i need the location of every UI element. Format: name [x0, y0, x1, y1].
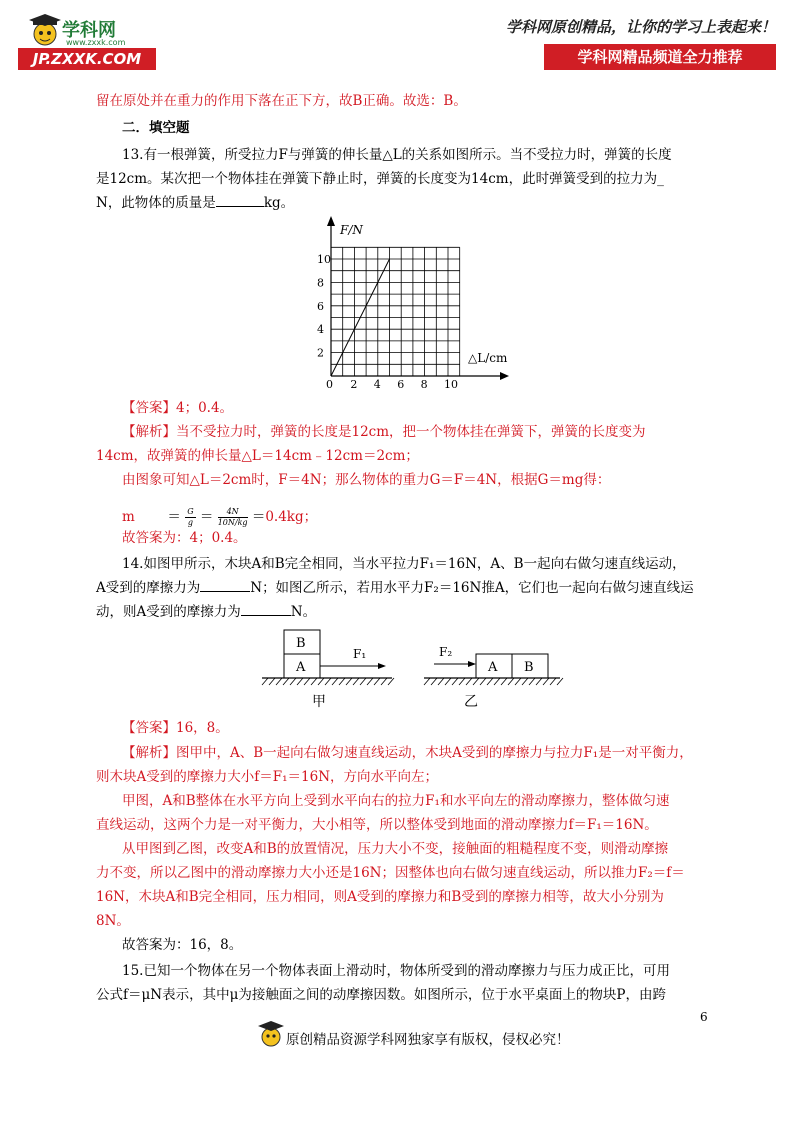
y-tick-label: 2: [317, 346, 324, 360]
hatch-mark: [325, 678, 331, 685]
explanation-line: 则木块A受到的摩擦力大小f＝F₁＝16N，方向水平向左；: [96, 769, 439, 785]
formula-den: 10N/kg: [217, 518, 248, 527]
question-line: [96, 577, 694, 599]
hatch-mark: [290, 678, 296, 685]
hatch-mark: [501, 678, 507, 685]
question-line: 13.有一根弹簧，所受拉力F与弹簧的伸长量△L的关系如图所示。当不受拉力时，弹簧的长度: [122, 147, 672, 163]
explanation-line: 【解析】当不受拉力时，弹簧的长度是12cm，把一个物体挂在弹簧下，弹簧的长度变为: [122, 424, 646, 440]
block-a-label: A: [488, 660, 498, 675]
hatch-mark: [367, 678, 373, 685]
figure-label-yi: 乙: [464, 694, 478, 710]
x-axis-label: △L/cm: [468, 351, 508, 365]
answer-blank: [200, 577, 250, 592]
question-line: [96, 192, 294, 214]
logo-name: 学科网: [62, 20, 116, 41]
x-tick-label: 2: [350, 378, 358, 388]
formula-num: 4N: [218, 507, 248, 518]
hatch-mark: [522, 678, 528, 685]
hatch-mark: [529, 678, 535, 685]
hatch-mark: [332, 678, 338, 685]
question-text: 动，则A受到的摩擦力为: [96, 604, 241, 620]
hatch-mark: [339, 678, 345, 685]
explanation-line: 由图象可知△L＝2cm时，F＝4N；那么物体的重力G＝F＝4N，根据G＝mg得：: [122, 472, 611, 488]
hatch-mark: [473, 678, 479, 685]
block-b-label: B: [296, 636, 306, 651]
hatch-mark: [381, 678, 387, 685]
question-line: 14.如图甲所示，木块A和B完全相同，当水平拉力F₁＝16N，A、B一起向右做匀速直线运动，: [122, 556, 686, 572]
y-tick-label: 8: [317, 276, 324, 290]
hatch-mark: [304, 678, 310, 685]
mascot-icon: [28, 14, 62, 48]
force-label-f2: F₂: [439, 645, 453, 659]
footer-copyright: 原创精品资源学科网独家享有版权，侵权必究！: [286, 1032, 570, 1048]
answer-line: 【答案】16，8。: [122, 720, 229, 736]
hatch-mark: [318, 678, 324, 685]
arrow-head-icon: [378, 663, 386, 669]
answer-line: 【答案】4；0.4。: [122, 400, 234, 416]
answer-blank: [216, 192, 264, 207]
question-line: 公式f＝μN表示，其中μ为接触面之间的动摩擦因数。如图所示，位于水平桌面上的物块P，由跨: [96, 987, 666, 1003]
question-line: 是12cm。某次把一个物体挂在弹簧下静止时，弹簧的长度变为14cm，此时弹簧受到的拉力为_: [96, 171, 664, 187]
force-label-f1: F₁: [353, 647, 367, 661]
logo-url: JP.ZXXK.COM: [18, 48, 156, 70]
x-axis-arrow: [500, 372, 509, 380]
hatch-mark: [297, 678, 303, 685]
question-text: A受到的摩擦力为: [96, 580, 201, 596]
y-axis-arrow: [327, 216, 335, 226]
formula-num: G: [187, 507, 194, 516]
friction-figure: [256, 626, 566, 710]
hatch-mark: [276, 678, 282, 685]
block-a-label: A: [296, 660, 306, 675]
explanation-line: 8N。: [96, 913, 130, 929]
formula-result: 0.4kg；: [265, 509, 318, 525]
text-line: 留在原处并在重力的作用下落在正下方，故B正确。故选：B。: [96, 93, 467, 109]
question-line: 15.已知一个物体在另一个物体表面上滑动时，物体所受到的滑动摩擦力与压力成正比，可用: [122, 963, 670, 979]
figure-label-jia: 甲: [312, 694, 326, 710]
hatch-mark: [494, 678, 500, 685]
formula-m: m: [122, 509, 135, 525]
header-slogan: 学科网原创精品，让你的学习上表起来！: [505, 18, 776, 36]
logo-sub: www.zxxk.com: [66, 38, 126, 47]
y-tick-label: 4: [317, 323, 324, 337]
arrow-head-icon: [468, 661, 476, 667]
explanation-line: 甲图，A和B整体在水平方向上受到水平向右的拉力F₁和水平向左的滑动摩擦力，整体做匀速: [122, 793, 670, 809]
hatch-mark: [452, 678, 458, 685]
graph-grid: [331, 247, 460, 376]
hatch-mark: [346, 678, 352, 685]
explanation-line: 14cm，故弹簧的伸长量△L＝14cm﹣12cm＝2cm；: [96, 448, 419, 464]
hatch-mark: [466, 678, 472, 685]
hatch-mark: [311, 678, 317, 685]
hatch-mark: [459, 678, 465, 685]
hatch-mark: [283, 678, 289, 685]
x-tick-label: 10: [444, 378, 458, 388]
hatch-mark: [438, 678, 444, 685]
explanation-line: 从甲图到乙图，改变A和B的放置情况，压力大小不变，接触面的粗糙程度不变，则滑动摩擦: [122, 841, 669, 857]
hatch-mark: [543, 678, 549, 685]
formula-fraction: [218, 507, 248, 528]
header-banner: 学科网精品频道全力推荐: [544, 44, 776, 70]
final-answer-line: 故答案为：16，8。: [122, 937, 243, 953]
hatch-mark: [515, 678, 521, 685]
y-tick-label: 6: [317, 299, 324, 313]
x-tick-label: 6: [397, 378, 405, 388]
explanation-line: 直线运动，这两个力是一对平衡力，大小相等，所以整体受到地面的滑动摩擦力f＝F₁＝16N。: [96, 817, 658, 833]
question-text: N，此物体的质量是: [96, 195, 216, 211]
y-axis-label: F/N: [340, 223, 363, 237]
explanation-line: 【解析】图甲中，A、B一起向右做匀速直线运动，木块A受到的摩擦力与拉力F₁是一对平衡力，: [122, 745, 693, 761]
formula-line: [122, 496, 317, 528]
hatch-mark: [360, 678, 366, 685]
hatch-mark: [374, 678, 380, 685]
formula-den: g: [187, 518, 193, 527]
hatch-mark: [508, 678, 514, 685]
hatch-mark: [536, 678, 542, 685]
formula-eq: ＝: [199, 509, 214, 525]
hatch-mark: [431, 678, 437, 685]
final-answer-line: 故答案为：4；0.4。: [122, 530, 247, 546]
question-text: N；如图乙所示，若用水平力F₂＝16N推A，它们也一起向右做匀速直线运: [250, 580, 694, 596]
hatch-mark: [388, 678, 394, 685]
question-text: N。: [290, 604, 317, 620]
hatch-mark: [480, 678, 486, 685]
mascot-icon: [258, 1018, 284, 1050]
hatch-mark: [269, 678, 275, 685]
y-tick-label: 10: [317, 253, 331, 266]
page-number: 6: [700, 1010, 708, 1024]
formula-eq: ＝: [167, 509, 181, 525]
hatch-mark: [353, 678, 359, 685]
x-tick-label: 8: [420, 378, 428, 388]
site-logo: [18, 14, 156, 72]
answer-blank: [241, 601, 291, 616]
formula-fraction: [185, 507, 195, 528]
formula-eq: ＝: [251, 509, 266, 525]
question-line: [96, 601, 316, 623]
block-b-label: B: [524, 660, 534, 675]
hatch-mark: [557, 678, 563, 685]
question-text: kg。: [263, 195, 295, 211]
hatch-mark: [262, 678, 268, 685]
origin-label: 0: [326, 378, 333, 388]
hatch-mark: [487, 678, 493, 685]
hatch-mark: [424, 678, 430, 685]
hatch-mark: [550, 678, 556, 685]
explanation-line: 16N，木块A和B完全相同，压力相同，则A受到的摩擦力和B受到的摩擦力相等，故大小分别为: [96, 889, 664, 905]
hatch-mark: [445, 678, 451, 685]
section-heading: 二．填空题: [122, 120, 190, 136]
spring-force-graph: [300, 216, 510, 388]
x-tick-label: 4: [373, 378, 381, 388]
explanation-line: 力不变，所以乙图中的滑动摩擦力大小还是16N；因整体也向右做匀速直线运动，所以推力F₂＝f＝: [96, 865, 685, 881]
